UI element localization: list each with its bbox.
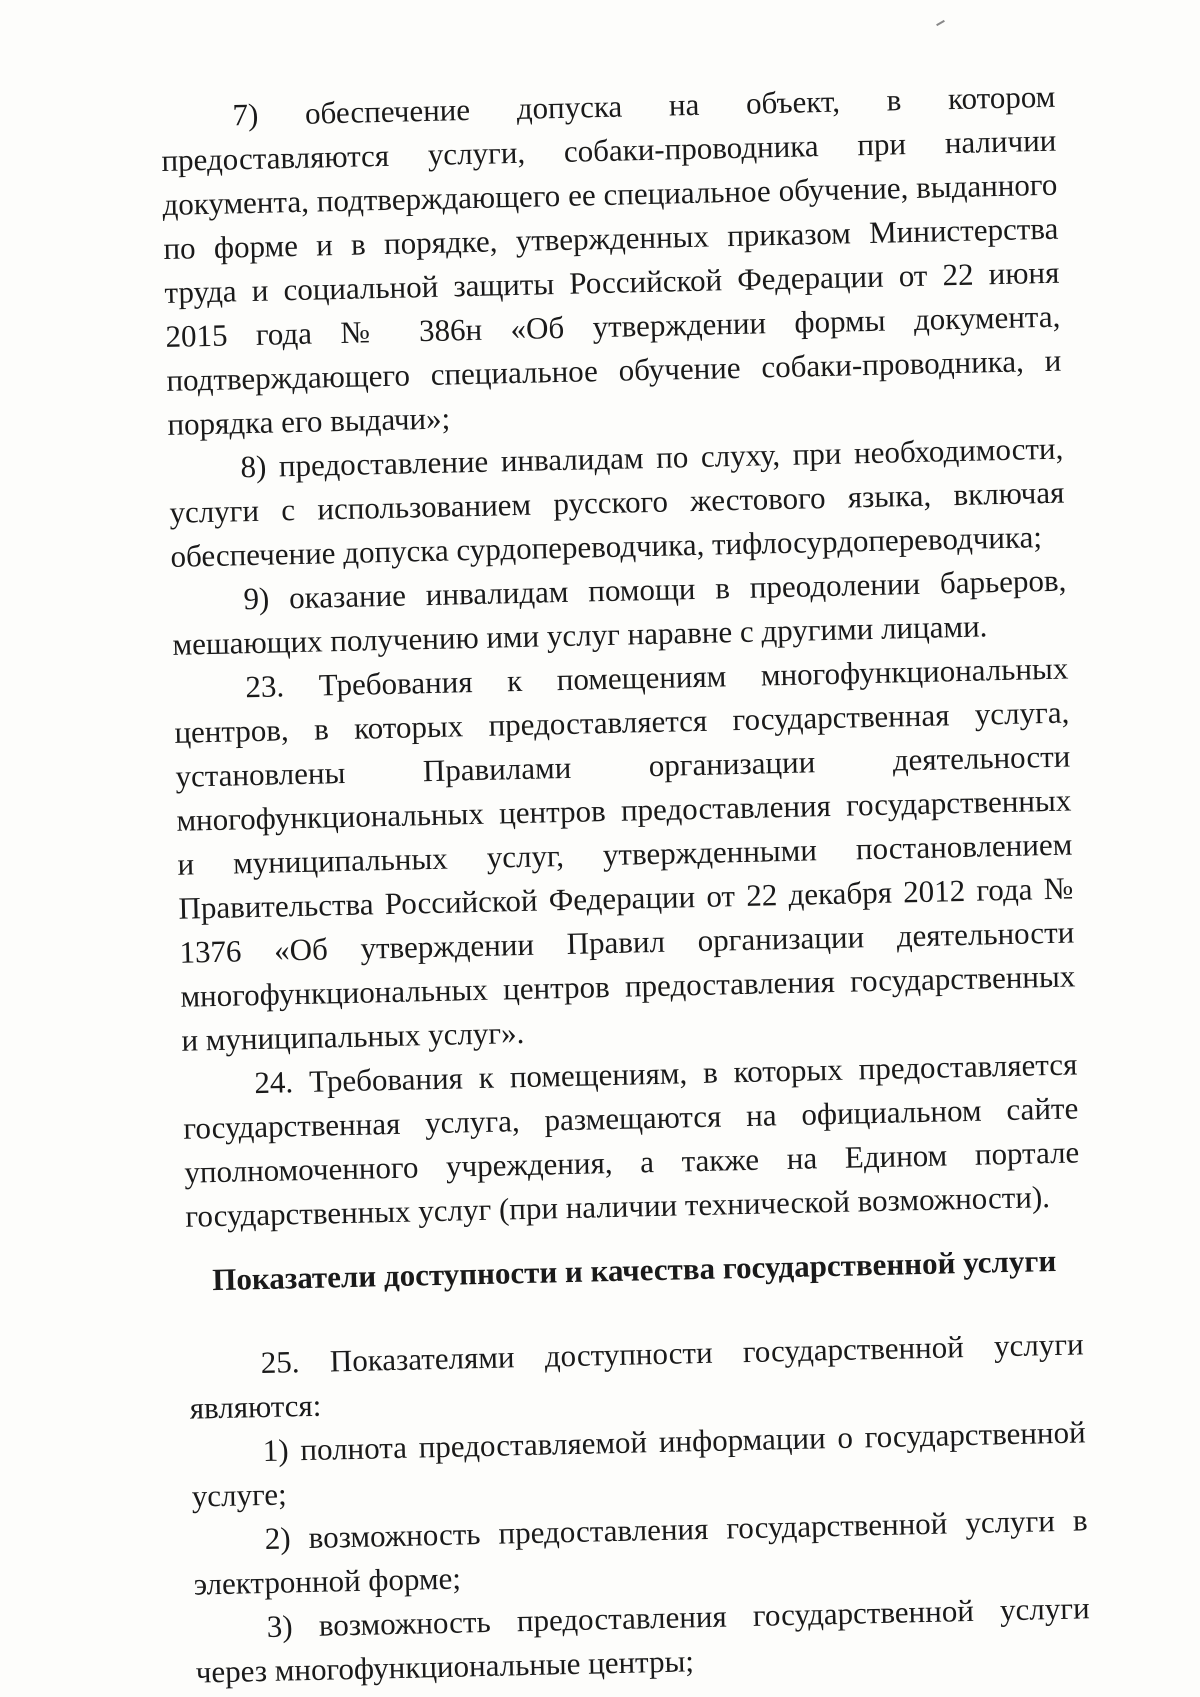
paragraph-item-1: 1) полнота предоставляемой информации о государственной услуге; bbox=[191, 1414, 1086, 1514]
paragraph-25: 25. Показателями доступности государственной услуги являются: bbox=[189, 1326, 1084, 1426]
document-body bbox=[160, 75, 1091, 1695]
paragraph-item-7: 7) обеспечение допуска на объект, в котором предоставляются услуги, собаки-проводника при наличии документа, подтверждающего ее специальное обучение, выданного по форме и в порядке, утвержденных приказом Министерства труда и социальной защиты Российской Федерации от 22 июня 2015 года № 386н «Об утверждении формы документа, подтверждающего специальное обучение собаки-проводника, и порядка его выдачи»; bbox=[161, 78, 1062, 442]
paragraph-item-8: 8) предоставление инвалидам по слуху, при необходимости, услуги с использованием русского жестового языка, включая обеспечение допуска сурдопереводчика, тифлосурдопереводчика; bbox=[169, 430, 1065, 574]
paragraph-23: 23. Требования к помещениям многофункциональных центров, в которых предоставляется государственная услуга, установлены Правилами организации деятельности многофункциональных центров предоставления государственных и муниципальных услуг, утвержденными постановлением Правительства Российской Федерации от 22 декабря 2012 года № 1376 «Об утверждении Правил организации деятельности многофункциональных центров предоставления государственных и муниципальных услуг». bbox=[174, 650, 1076, 1058]
paragraph-item-2: 2) возможность предоставления государственной услуги в электронной форме; bbox=[193, 1502, 1088, 1602]
paragraph-item-9: 9) оказание инвалидам помощи в преодолении барьеров, мешающих получению ими услуг наравне с другими лицами. bbox=[172, 562, 1067, 662]
paragraph-item-3: 3) возможность предоставления государственной услуги через многофункциональные центры; bbox=[195, 1590, 1090, 1690]
scan-artifact bbox=[936, 20, 945, 26]
section-heading: Показатели доступности и качества государственной услуги bbox=[211, 1242, 1057, 1298]
paragraph-24: 24. Требования к помещениям, в которых предоставляется государственная услуга, размещаются на официальном сайте уполномоченного учреждения, а также на Едином портале государственных услуг (при наличии технической возможности). bbox=[183, 1046, 1080, 1234]
